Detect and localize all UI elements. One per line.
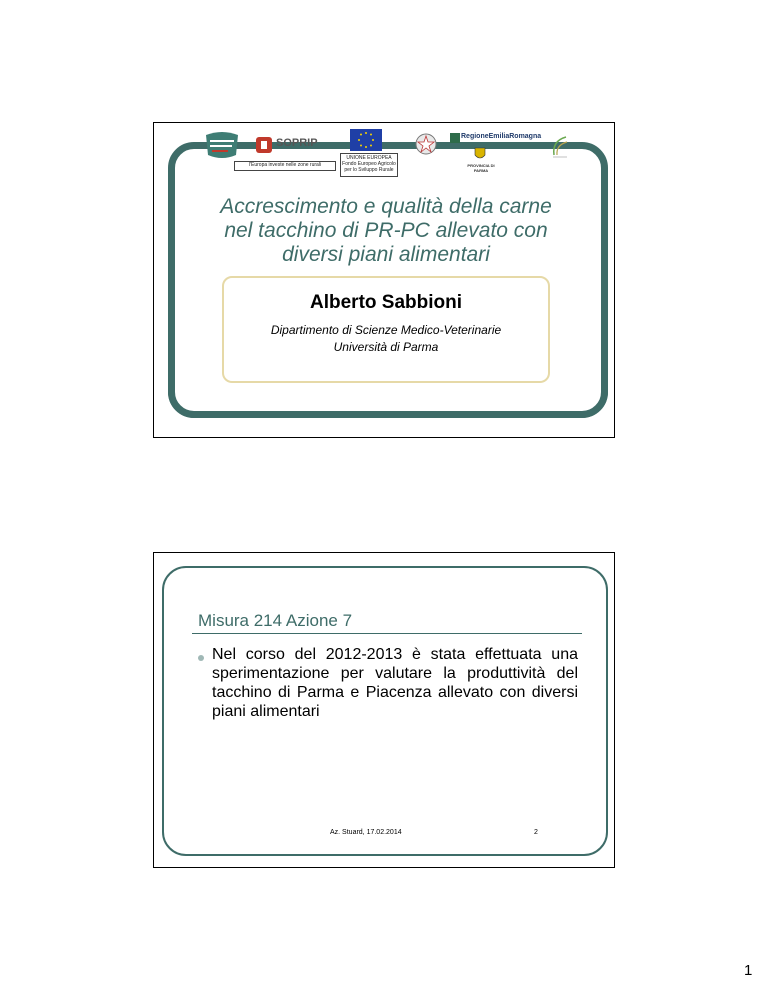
provincia-logo-icon xyxy=(474,147,486,161)
provincia-label: PROVINCIA DI PARMA xyxy=(467,163,495,173)
soprip-label: SOPRIP xyxy=(276,137,318,149)
author-name: Alberto Sabbioni xyxy=(310,292,462,313)
slide-heading: Misura 214 Azione 7 xyxy=(198,611,353,630)
europa-rural-logo-icon xyxy=(202,131,242,161)
slide-footer: Az. Stuard, 17.02.2014 xyxy=(330,829,402,836)
title-line-3: diversi piani alimentari xyxy=(282,243,490,266)
europa-caption: l'Europa investe nelle zone rurali xyxy=(234,161,336,171)
regione-logo-icon xyxy=(450,133,460,143)
slide-title xyxy=(180,195,592,267)
eu-flag-icon xyxy=(350,129,382,151)
regione-label: RegioneEmiliaRomagna xyxy=(461,133,542,140)
slide-2 xyxy=(153,552,615,868)
slide-number: 2 xyxy=(534,829,538,836)
author-box xyxy=(222,276,550,383)
page-number: 1 xyxy=(744,962,753,979)
eu-caption: UNIONE EUROPEA Fondo Europeo Agricolo per lo Sviluppo Rurale xyxy=(340,153,398,177)
swirl-logo-icon xyxy=(550,133,570,159)
bullet-dot-icon xyxy=(198,655,204,661)
heading-divider xyxy=(192,633,582,634)
slide-1 xyxy=(153,122,615,438)
bullet-text: Nel corso del 2012-2013 è stata effettuata una sperimentazione per valutare la produttività del tacchino di Parma e Piacenza allevato con diversi piani alimentari xyxy=(212,646,578,720)
logo-bar xyxy=(154,123,614,183)
soprip-logo-icon xyxy=(254,135,274,155)
author-department: Dipartimento di Scienze Medico-Veterinarie xyxy=(270,323,502,337)
author-university: Università di Parma xyxy=(333,340,439,354)
italian-emblem-icon xyxy=(414,131,438,159)
title-line-2: nel tacchino di PR-PC allevato con xyxy=(224,219,548,242)
title-line-1: Accrescimento e qualità della carne xyxy=(220,195,552,218)
